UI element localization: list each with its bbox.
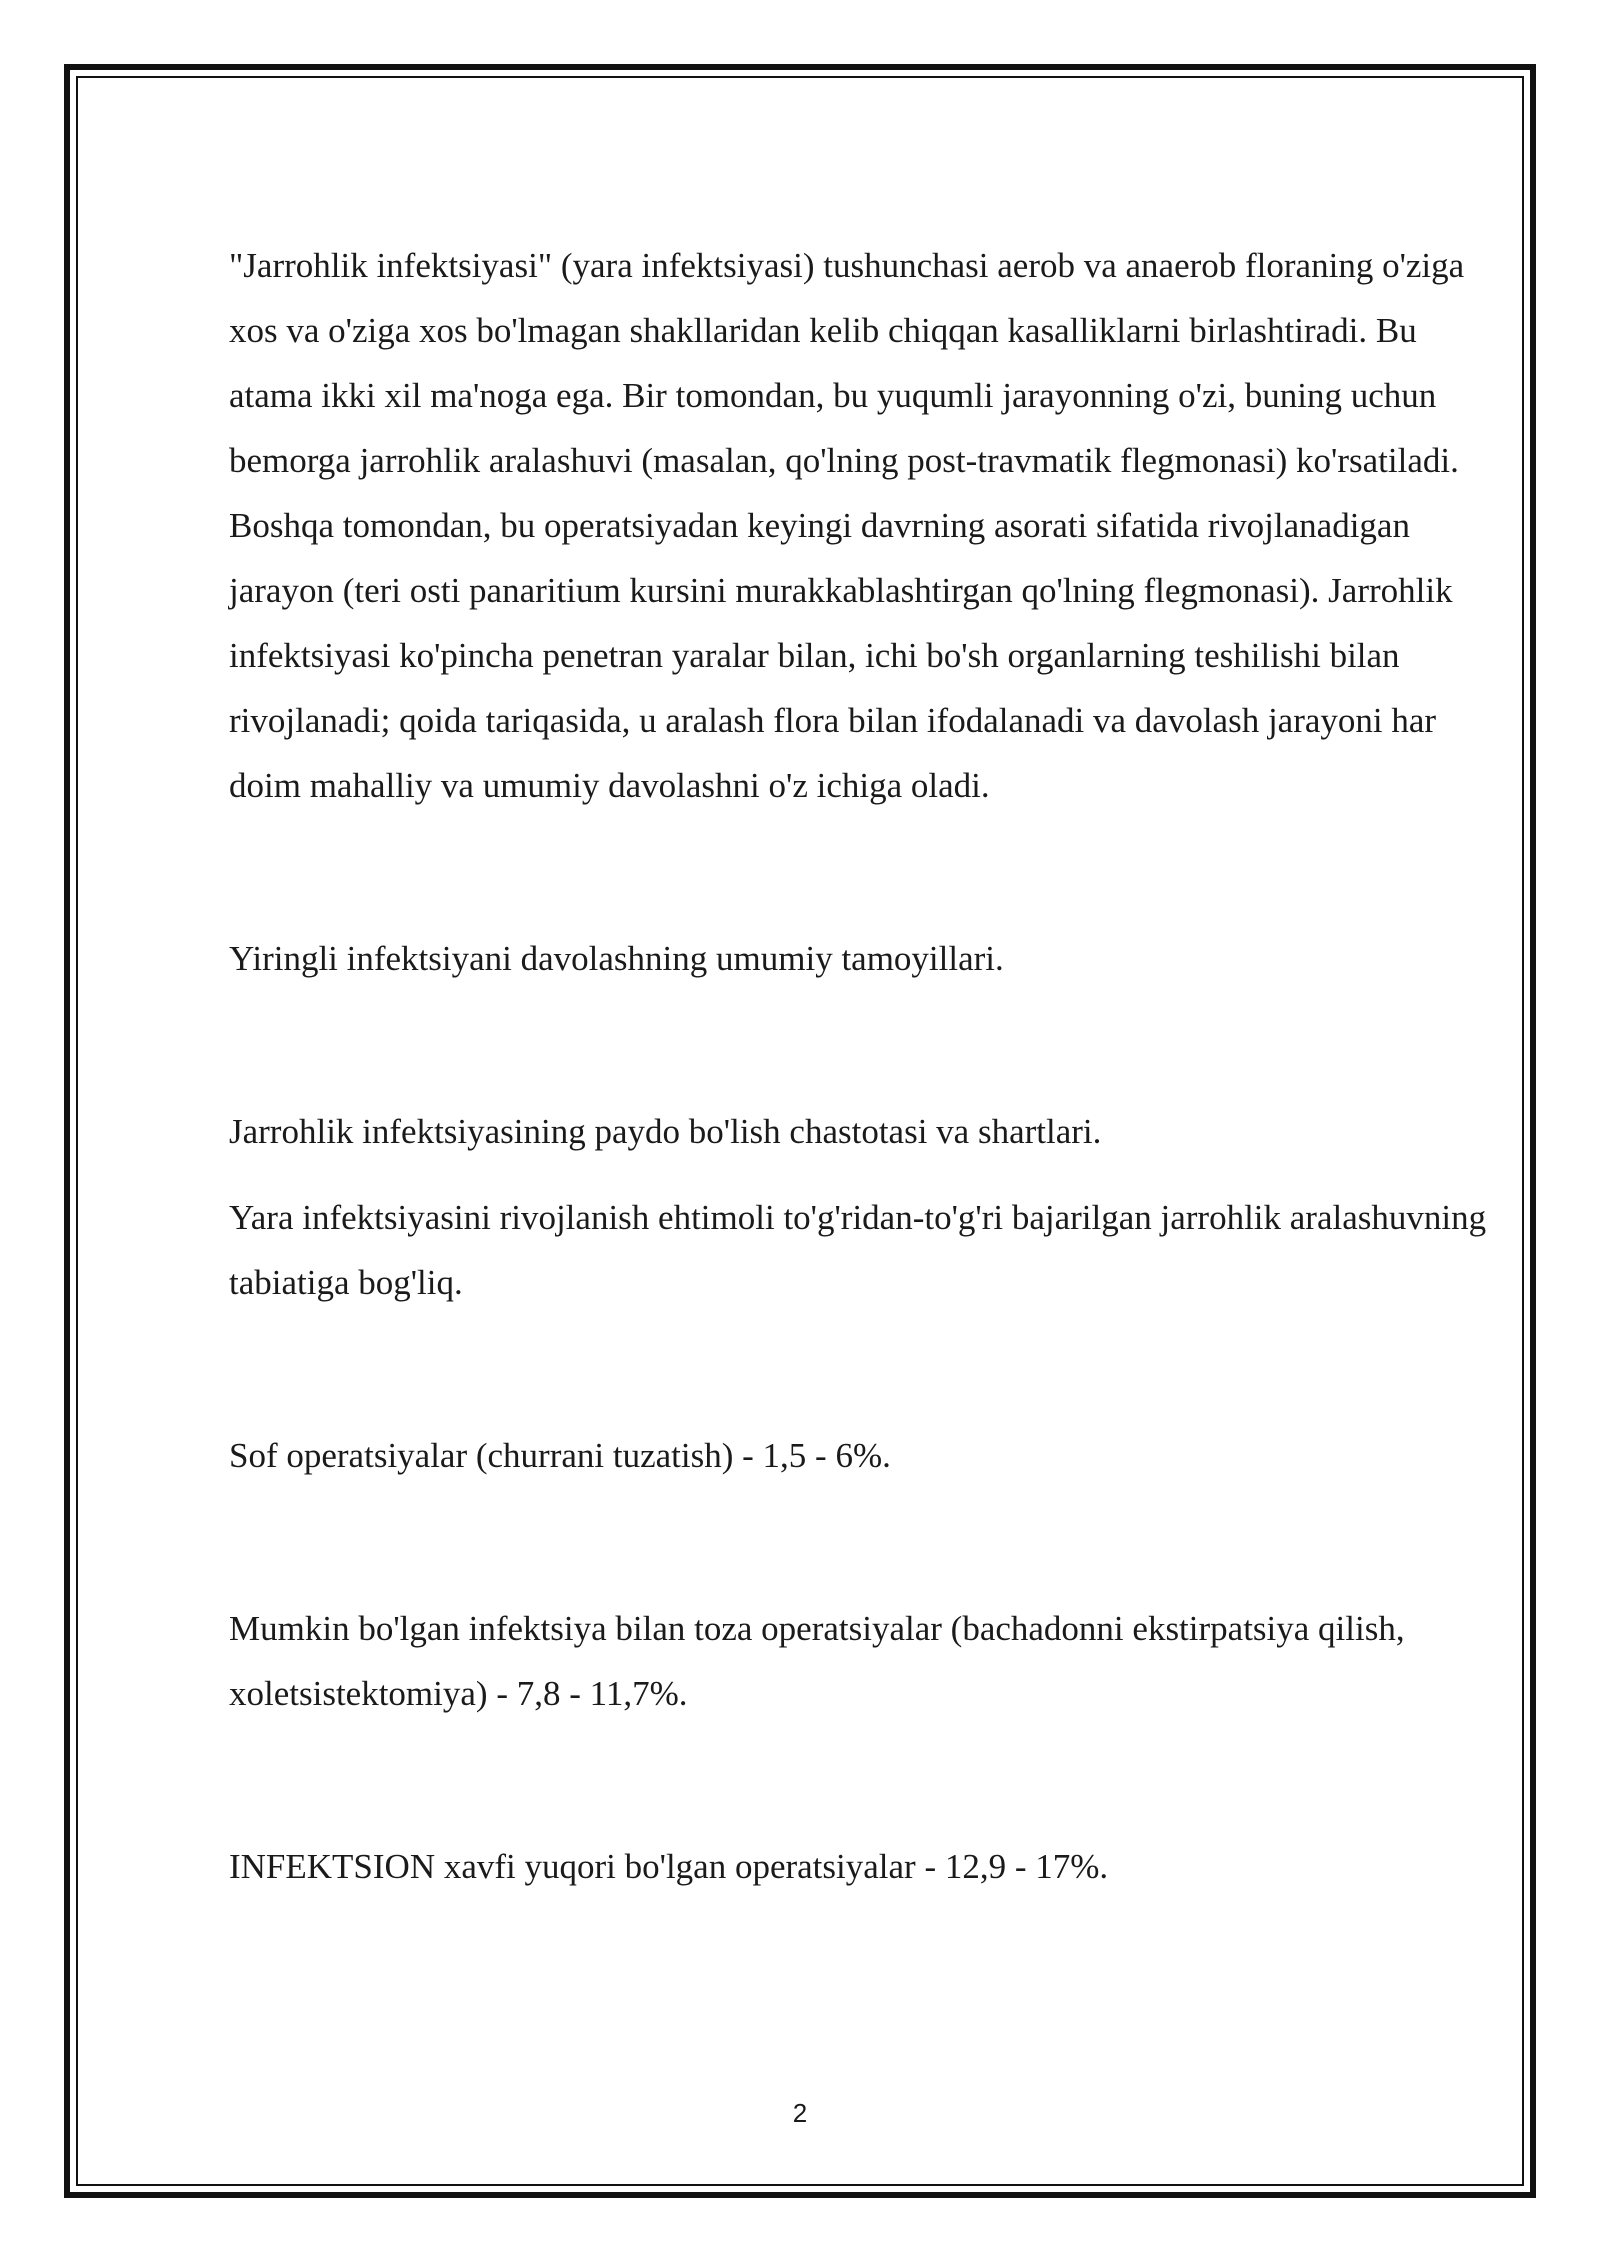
paragraph-infection-probability: Yara infektsiyasini rivojlanish ehtimoli to'g'ridan-to'g'ri bajarilgan jarrohlik aralashuvning tabiatiga bog'liq. bbox=[229, 1198, 1487, 1302]
list-item-high-risk-operations: INFEKTSION xavfi yuqori bo'lgan operatsiyalar - 12,9 - 17%. bbox=[229, 1847, 1109, 1886]
section-heading-frequency: Jarrohlik infektsiyasining paydo bo'lish chastotasi va shartlari. bbox=[229, 1112, 1102, 1151]
document-body bbox=[229, 233, 1499, 1899]
page-number: 2 bbox=[792, 2098, 808, 2128]
list-item-clean-operations: Sof operatsiyalar (churrani tuzatish) - 1,5 - 6%. bbox=[229, 1436, 891, 1475]
list-item-clean-contaminated-operations: Mumkin bo'lgan infektsiya bilan toza operatsiyalar (bachadonni ekstirpatsiya qilish, xoletsistektomiya) - 7,8 - 11,7%. bbox=[229, 1609, 1405, 1713]
intro-paragraph: "Jarrohlik infektsiyasi" (yara infektsiyasi) tushunchasi aerob va anaerob floraning o'ziga xos va o'ziga xos bo'lmagan shakllaridan kelib chiqqan kasalliklarni birlashtiradi. Bu atama ikki xil ma'noga ega. Bir tomondan, bu yuqumli jarayonning o'zi, buning uchun bemorga jarrohlik aralashuvi (masalan, qo'lning post-travmatik flegmonasi) ko'rsatiladi. Boshqa tomondan, bu operatsiyadan keyingi davrning asorati sifatida rivojlanadigan jarayon (teri osti panaritium kursini murakkablashtirgan qo'lning flegmonasi). Jarrohlik infektsiyasi ko'pincha penetran yaralar bilan, ichi bo'sh organlarning teshilishi bilan rivojlanadi; qoida tariqasida, u aralash flora bilan ifodalanadi va davolash jarayoni har doim mahalliy va umumiy davolashni o'z ichiga oladi. bbox=[229, 246, 1465, 805]
section-heading-treatment-principles: Yiringli infektsiyani davolashning umumiy tamoyillari. bbox=[229, 939, 1004, 978]
